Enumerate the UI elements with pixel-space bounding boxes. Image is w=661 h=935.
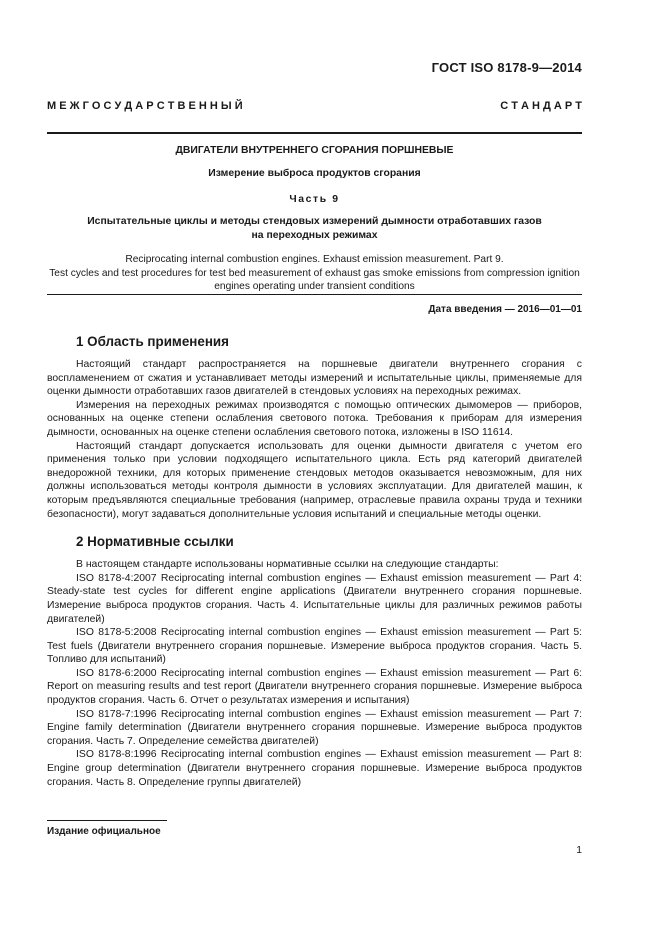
interstate-word: М Е Ж Г О С У Д А Р С Т В Е Н Н Ы Й: [47, 100, 243, 112]
reference-item: ISO 8178-8:1996 Reciprocating internal combustion engines — Exhaust emission measurement — Part 8: Engine group determination (Двигатели внутреннего сгорания поршневые. Измерение выброса продуктов сгорания. Часть 8. Определение группы двигателей): [47, 749, 582, 788]
reference-item: ISO 8178-7:1996 Reciprocating internal combustion engines — Exhaust emission measurement — Part 7: Engine family determination (Двигатели внутреннего сгорания поршневые. Измерение выброса продуктов сгорания. Часть 7. Определение семейства двигателей): [47, 708, 582, 747]
part-label: Часть 9: [289, 194, 340, 205]
section-1-paragraph: Настоящий стандарт допускается использовать для оценки дымности двигателя с учетом его применения только при условии подходящего испытательного цикла. Есть ряд категорий двигателей внедорожной техники, для которых применение стендовых методов оказывается невозможным, для них должны использоваться методы контроля дымности в условиях эксплуатации. Для двигателей машин, к которым предъявляются специальные требования (например, отраслевые правила охраны труда и техники безопасности), могут задаваться дополнительные условия испытаний и специальные методы оценки.: [47, 440, 582, 520]
section-1-paragraph: Настоящий стандарт распространяется на поршневые двигатели внутреннего сгорания с воспламенением от сжатия и устанавливает методы измерений и испытательные циклы, применяемые для оценки дымности отработавших газов двигателей в стендовых условиях на переходных режимах.: [47, 359, 582, 398]
section-1-paragraph: Измерения на переходных режимах производятся с помощью оптических дымомеров — приборов, основанных на оценке степени ослабления светового потока. Требования к приборам для измерения дымности, основанных на оценке степени ослабления светового потока, изложены в ISO 11614.: [47, 399, 582, 438]
section-2-paragraph: В настоящем стандарте использованы нормативные ссылки на следующие стандарты:: [76, 559, 499, 571]
subtitle: Измерение выброса продуктов сгорания: [208, 168, 421, 179]
title-divider: [47, 294, 582, 295]
english-title-line1: Reciprocating internal combustion engines. Exhaust emission measurement. Part 9.: [125, 254, 504, 265]
main-title: ДВИГАТЕЛИ ВНУТРЕННЕГО СГОРАНИЯ ПОРШНЕВЫЕ: [175, 145, 454, 156]
header-divider: [47, 132, 582, 134]
section-2-heading: 2 Нормативные ссылки: [76, 534, 234, 550]
part-title: [47, 215, 582, 242]
footer-divider: [47, 820, 167, 821]
part-title-line1: Испытательные циклы и методы стендовых измерений дымности отработавших газов: [87, 216, 542, 227]
reference-item: ISO 8178-4:2007 Reciprocating internal combustion engines — Exhaust emission measurement — Part 4: Steady-state test cycles for different engine applications (Двигатели внутреннего сгорания поршневые. Измерение выброса продуктов сгорания. Часть 4. Испытательные циклы для различных режимов работы двигателей): [47, 572, 582, 625]
english-title: [47, 253, 582, 294]
reference-item: ISO 8178-6:2000 Reciprocating internal combustion engines — Exhaust emission measurement — Part 6: Report on measuring results and test report (Двигатели внутреннего сгорания поршневые. Измерение выброса продуктов сгорания. Часть 6. Отчет о результатах измерения и испытания): [47, 667, 582, 707]
english-title-line3: engines operating under transient conditions: [214, 281, 415, 292]
standard-word: С Т А Н Д А Р Т: [500, 100, 582, 112]
part-title-line2: на переходных режимах: [251, 229, 378, 241]
document-body: [47, 334, 582, 789]
document-code: ГОСТ ISO 8178-9—2014: [431, 60, 582, 75]
title-block: [47, 144, 582, 294]
interstate-standard-banner: [47, 100, 582, 112]
page-number: 1: [576, 845, 582, 856]
reference-item: ISO 8178-5:2008 Reciprocating internal combustion engines — Exhaust emission measurement — Part 5: Test fuels (Двигатели внутреннего сгорания поршневые. Измерение выброса продуктов сгорания. Часть 5. Топливо для испытаний): [47, 627, 582, 666]
english-title-line2: Test cycles and test procedures for test bed measurement of exhaust gas smoke emissions from compression ignition: [49, 267, 580, 279]
section-1-heading: 1 Область применения: [76, 334, 229, 349]
introduction-date: Дата введения — 2016—01—01: [428, 304, 582, 315]
official-edition-label: Издание официальное: [47, 826, 161, 837]
